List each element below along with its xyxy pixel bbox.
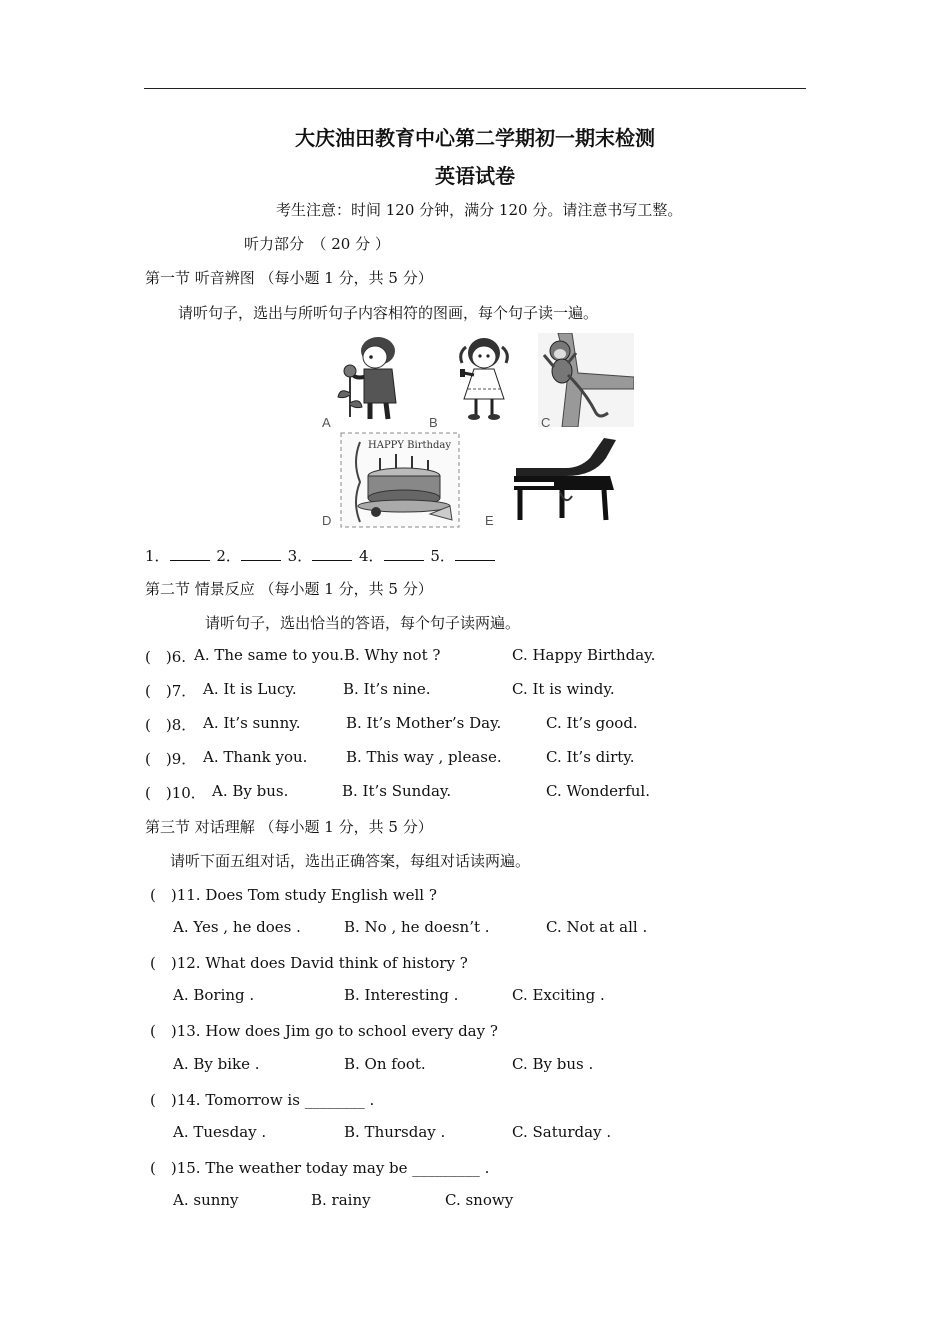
question-11-option-c: C. Not at all . <box>546 918 648 936</box>
blank-4[interactable] <box>384 547 424 561</box>
picture-e-piano <box>506 436 622 526</box>
question-13-stem: ( )13. How does Jim go to school every day ? <box>150 1022 498 1040</box>
section3-instruction: 请听下面五组对话，选出正确答案，每组对话读两遍。 <box>170 852 531 870</box>
header-rule <box>144 88 806 89</box>
question-8-option-a: A. It’s sunny. <box>203 714 301 732</box>
exam-title: 大庆油田教育中心第二学期初一期末检测 <box>295 126 655 150</box>
question-9-option-c: C. It’s dirty. <box>546 748 635 766</box>
blank-number-1: 1． <box>145 547 170 565</box>
question-10-option-c: C. Wonderful. <box>546 782 650 800</box>
picture-a-boy-flower <box>320 333 418 425</box>
question-6-option-a: A. The same to you. <box>194 646 344 664</box>
question-11-stem: ( )11. Does Tom study English well ? <box>150 886 437 904</box>
question-12-option-c: C. Exciting . <box>512 986 605 1004</box>
picture-label-b: B <box>429 415 438 430</box>
question-6-option-c: C. Happy Birthday. <box>512 646 656 664</box>
question-7-option-b: B. It’s nine. <box>343 680 431 698</box>
section2-instruction: 请听句子，选出恰当的答语，每个句子读两遍。 <box>205 614 521 632</box>
question-11-option-a: A. Yes , he does . <box>173 918 301 936</box>
question-15-option-b: B. rainy <box>311 1191 371 1209</box>
question-11-option-b: B. No , he doesn’t . <box>344 918 490 936</box>
answer-blanks-row <box>145 545 497 566</box>
question-10-option-b: B. It’s Sunday. <box>342 782 452 800</box>
question-9-number: ( )9． <box>145 750 197 768</box>
question-12-option-a: A. Boring . <box>173 986 255 1004</box>
picture-label-c: C <box>541 415 551 430</box>
question-7-option-a: A. It is Lucy. <box>203 680 297 698</box>
blank-number-4: 4． <box>358 547 384 565</box>
section2-heading: 第二节 情景反应 （每小题 1 分，共 5 分） <box>145 580 433 598</box>
picture-d-birthday-cake <box>340 432 460 528</box>
question-8-number: ( )8． <box>145 716 197 734</box>
question-15-option-a: A. sunny <box>173 1191 239 1209</box>
question-12-option-b: B. Interesting . <box>344 986 459 1004</box>
question-13-option-b: B. On foot. <box>344 1055 426 1073</box>
blank-1[interactable] <box>170 547 210 561</box>
question-13-option-a: A. By bike . <box>173 1055 260 1073</box>
listening-part-label: 听力部分 （ 20 分 ） <box>244 235 390 253</box>
question-15-option-c: C. snowy <box>445 1191 514 1209</box>
question-6-number: ( )6. <box>145 648 187 666</box>
question-12-stem: ( )12. What does David think of history ? <box>150 954 468 972</box>
blank-number-5: 5． <box>430 547 455 565</box>
question-13-option-c: C. By bus . <box>512 1055 594 1073</box>
question-15-stem: ( )15. The weather today may be _________ . <box>150 1159 490 1177</box>
picture-b-girl-singing <box>452 333 518 425</box>
blank-2[interactable] <box>241 547 281 561</box>
exam-subtitle: 英语试卷 <box>435 164 515 188</box>
cake-text: HAPPY Birthday <box>368 440 451 451</box>
question-7-number: ( )7． <box>145 682 197 700</box>
exam-notice: 考生注意：时间 120 分钟，满分 120 分。请注意书写工整。 <box>276 201 683 219</box>
blank-3[interactable] <box>312 547 352 561</box>
blank-number-2: 2． <box>216 547 241 565</box>
blank-5[interactable] <box>455 547 495 561</box>
question-7-option-c: C. It is windy. <box>512 680 615 698</box>
question-9-option-a: A. Thank you. <box>203 748 308 766</box>
picture-label-a: A <box>322 415 331 430</box>
question-9-option-b: B. This way , please. <box>346 748 502 766</box>
picture-label-e: E <box>485 513 494 528</box>
question-10-number: ( )10． <box>145 784 206 802</box>
question-14-option-c: C. Saturday . <box>512 1123 612 1141</box>
blank-number-3: 3． <box>287 547 313 565</box>
picture-c-monkey-tree <box>538 333 634 427</box>
question-8-option-c: C. It’s good. <box>546 714 638 732</box>
question-8-option-b: B. It’s Mother’s Day. <box>346 714 502 732</box>
section1-heading: 第一节 听音辨图 （每小题 1 分，共 5 分） <box>145 269 433 287</box>
section3-heading: 第三节 对话理解 （每小题 1 分，共 5 分） <box>145 818 433 836</box>
question-14-stem: ( )14. Tomorrow is ________ . <box>150 1091 375 1109</box>
question-14-option-b: B. Thursday . <box>344 1123 446 1141</box>
question-6-option-b: B. Why not ? <box>344 646 441 664</box>
question-10-option-a: A. By bus. <box>212 782 289 800</box>
question-14-option-a: A. Tuesday . <box>173 1123 267 1141</box>
section1-instruction: 请听句子，选出与所听句子内容相符的图画，每个句子读一遍。 <box>178 304 599 322</box>
picture-label-d: D <box>322 513 332 528</box>
